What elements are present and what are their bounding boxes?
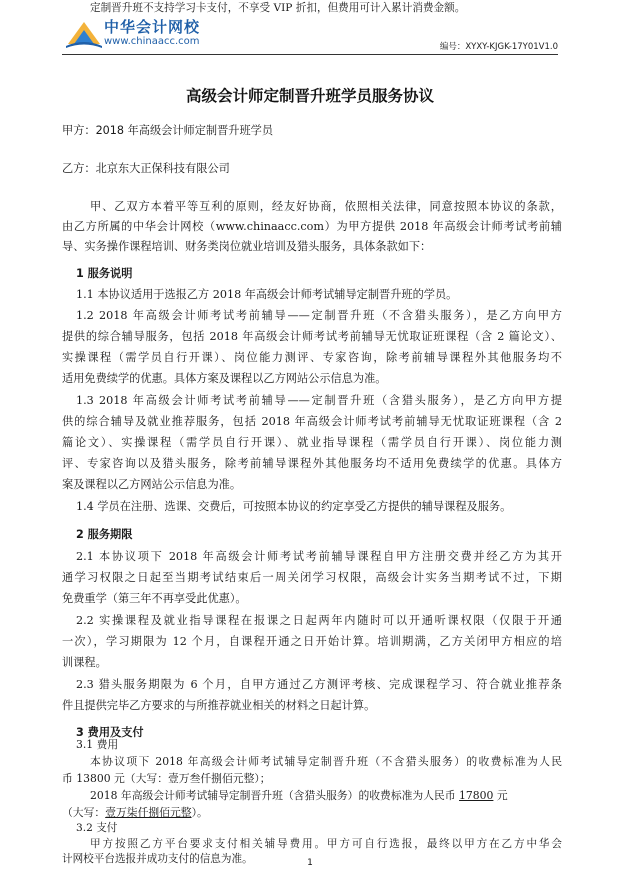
clause-line: 2.2 实操课程及就业指导课程在报课之日起两年内随时可以开通听课权限（仅限于开通 [76, 614, 562, 627]
fee-amount-words: 壹万柒仟捌佰元整 [105, 806, 192, 819]
clause-line: 甲方按照乙方平台要求支付相关辅导费用。甲方可自行选报，最终以甲方在乙方中华会 [90, 838, 562, 850]
clause-line [90, 787, 562, 805]
clause-line: 1.3 2018 年高级会计师考试考前辅导——定制晋升班（含猎头服务），是乙方向甲方提 [76, 394, 562, 407]
subsection-heading: 3.2 支付 [76, 822, 118, 834]
party-a: 甲方：2018 年高级会计师定制晋升班学员 [62, 124, 274, 137]
clause-line: 一次），学习期限为 12 个月，自课程开通之日开始计算。培训期满，乙方关闭甲方相应的培 [62, 635, 562, 648]
section-heading: 3 费用及支付 [76, 726, 144, 739]
fee-text: 2018 年高级会计师考试辅导定制晋升班（含猎头服务）的收费标准为人民币 [90, 789, 460, 802]
clause-line: 件且提供完毕乙方要求的与所推荐就业相关的材料之日起计算。 [62, 699, 376, 712]
clause-line: 2.1 本协议项下 2018 年高级会计师考试考前辅导课程自甲方注册交费并经乙方为其开 [76, 550, 562, 563]
clause-line: 实操课程（需学员自行开课）、岗位能力测评、专家咨询，除考前辅导课程外其他服务均不 [62, 351, 562, 364]
fee-amount: 17800 [459, 789, 494, 802]
clause-line: 通学习权限之日起至当期考试结束后一周关闭学习权限，高级会计实务当期考试不过，下期 [62, 571, 562, 584]
clause-line: 定制晋升班不支持学习卡支付，不享受 VIP 折扣，但费用可计入累计消费金额。 [90, 2, 466, 14]
clause-line: 篇论文）、实操课程（需学员自行开课）、就业指导课程（需学员自行开课）、岗位能力测 [62, 436, 562, 449]
intro-line: 由乙方所属的中华会计网校（www.chinaacc.com）为甲方提供 2018 年高级会计师考试考前辅 [62, 220, 562, 233]
section-heading: 2 服务期限 [76, 528, 133, 541]
fee-unit: 元 [493, 789, 508, 802]
logo-url: www.chinaacc.com [104, 36, 200, 47]
clause-line: 1.2 2018 年高级会计师考试考前辅导——定制晋升班（不含猎头服务），是乙方向甲方 [76, 309, 562, 322]
fee-text: （大写： [62, 806, 106, 819]
clause-line: 币 13800 元（大写：壹万叁仟捌佰元整）； [62, 772, 271, 785]
fee-text: ）。 [191, 806, 208, 819]
logo-mark-icon [66, 18, 102, 50]
clause-line: 1.1 本协议适用于选报乙方 2018 年高级会计师考试辅导定制晋升班的学员。 [76, 288, 458, 301]
subsection-heading: 3.1 费用 [76, 738, 119, 751]
document-code: 编号：XYXY-KJGK-17Y01V1.0 [439, 42, 558, 52]
clause-line: 评、专家咨询以及猎头服务，除考前辅导课程外其他服务均不适用免费续学的优惠。具体方 [62, 457, 562, 470]
clause-line: 提供的综合辅导服务，包括 2018 年高级会计师考试考前辅导无忧取证班课程（含 2 篇论文）、 [62, 330, 562, 343]
header-divider [62, 54, 558, 55]
page-number: 1 [307, 858, 313, 868]
clause-line: 本协议项下 2018 年高级会计师考试辅导定制晋升班（不含猎头服务）的收费标准为人民 [90, 755, 562, 768]
document-title: 高级会计师定制晋升班学员服务协议 [185, 87, 434, 105]
clause-line: 计网校平台选报并成功支付的信息为准。 [62, 853, 253, 865]
clause-line: 案及课程以乙方网站公示信息为准。 [62, 478, 242, 491]
logo [66, 14, 206, 54]
clause-line: 适用免费续学的优惠。具体方案及课程以乙方网站公示信息为准。 [62, 372, 387, 385]
clause-line: 免费重学（第三年不再享受此优惠）。 [62, 592, 247, 605]
clause-line: 1.4 学员在注册、选课、交费后，可按照本协议的约定享受乙方提供的辅导课程及服务。 [76, 500, 512, 513]
clause-line: 2.3 猎头服务期限为 6 个月，自甲方通过乙方测评考核、完成课程学习、符合就业推荐条 [76, 678, 562, 691]
intro-line: 甲、乙双方本着平等互利的原则，经友好协商，依照相关法律，同意按照本协议的条款， [90, 200, 562, 213]
party-b: 乙方：北京东大正保科技有限公司 [62, 162, 230, 175]
intro-line: 导、实务操作课程培训、财务类岗位就业培训及猎头服务，具体条款如下： [62, 240, 432, 253]
section-heading: 1 服务说明 [76, 267, 133, 280]
clause-line: 供的综合辅导及就业推荐服务，包括 2018 年高级会计师考试考前辅导无忧取证班课程（含 2 [62, 415, 562, 428]
clause-line: 训课程。 [62, 656, 107, 669]
logo-text: 中华会计网校 [104, 18, 201, 36]
